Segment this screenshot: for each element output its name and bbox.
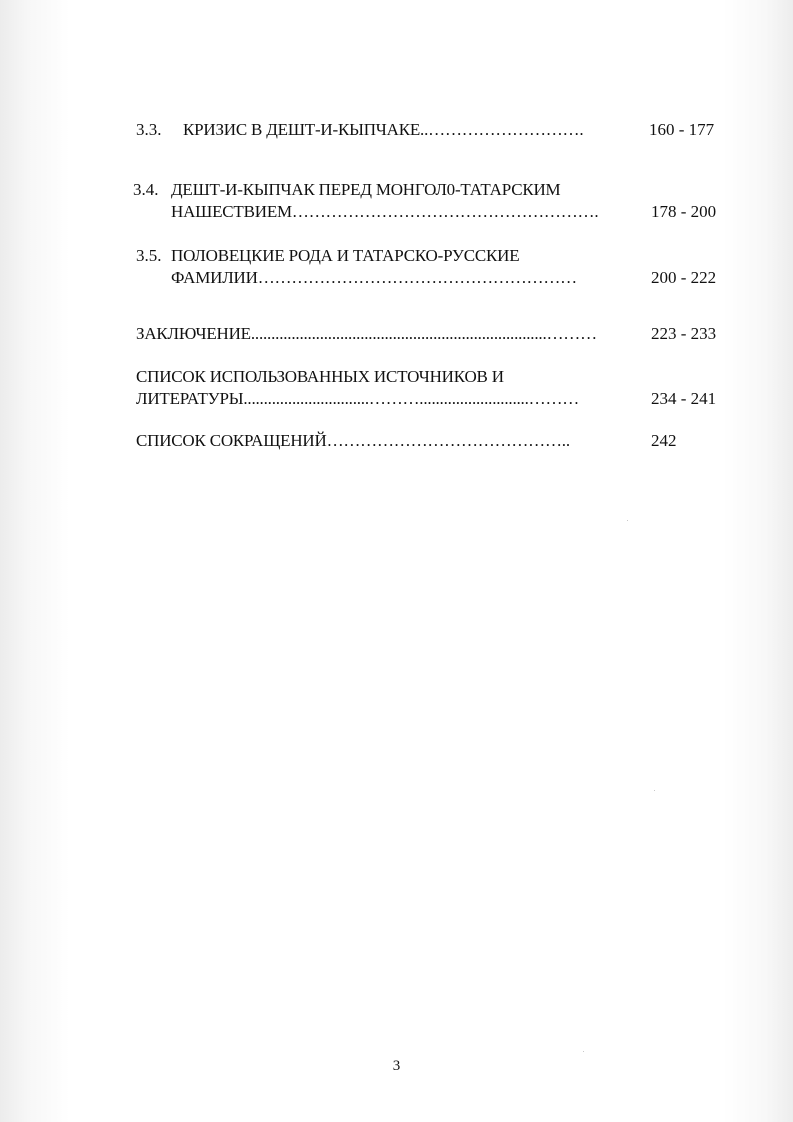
entry-abbreviations-pages: 242: [651, 431, 677, 450]
entry-3-3-pages: 160 - 177: [649, 120, 715, 139]
entry-3-3-title: КРИЗИС В ДЕШТ-И-КЫПЧАКЕ..……………………….: [183, 120, 584, 139]
entry-3-5-title-line2: ФАМИЛИИ…………………………………………………: [171, 268, 577, 287]
entry-3-5-title-line1: ПОЛОВЕЦКИЕ РОДА И ТАТАРСКО-РУССКИЕ: [171, 246, 520, 265]
entry-sources-title-line1: СПИСОК ИСПОЛЬЗОВАННЫХ ИСТОЧНИКОВ И: [136, 367, 504, 386]
entry-conclusion-pages: 223 - 233: [651, 324, 717, 343]
entry-sources-title-line2: ЛИТЕРАТУРЫ...............................………...........................………: [136, 389, 580, 408]
entry-3-4-title-line1: ДЕШТ-И-КЫПЧАК ПЕРЕД МОНГОЛ0-ТАТАРСКИМ: [171, 180, 561, 199]
entry-3-5-pages: 200 - 222: [651, 268, 717, 287]
scan-speck: [654, 790, 655, 791]
scan-speck: [627, 520, 628, 521]
scan-speck: [583, 1051, 584, 1052]
entry-3-4-pages: 178 - 200: [651, 202, 717, 221]
entry-3-3-number: 3.3.: [136, 120, 162, 139]
entry-conclusion-title: ЗАКЛЮЧЕНИЕ.........................................................................………: [136, 324, 597, 343]
page-number: 3: [392, 1058, 401, 1074]
entry-sources-pages: 234 - 241: [651, 389, 717, 408]
entry-3-5-number: 3.5.: [136, 246, 162, 265]
entry-abbreviations-title: СПИСОК СОКРАЩЕНИЙ……………………………………..: [136, 431, 570, 450]
entry-3-4-number: 3.4.: [133, 180, 159, 199]
entry-3-4-title-line2: НАШЕСТВИЕМ……………………………………………….: [171, 202, 599, 221]
